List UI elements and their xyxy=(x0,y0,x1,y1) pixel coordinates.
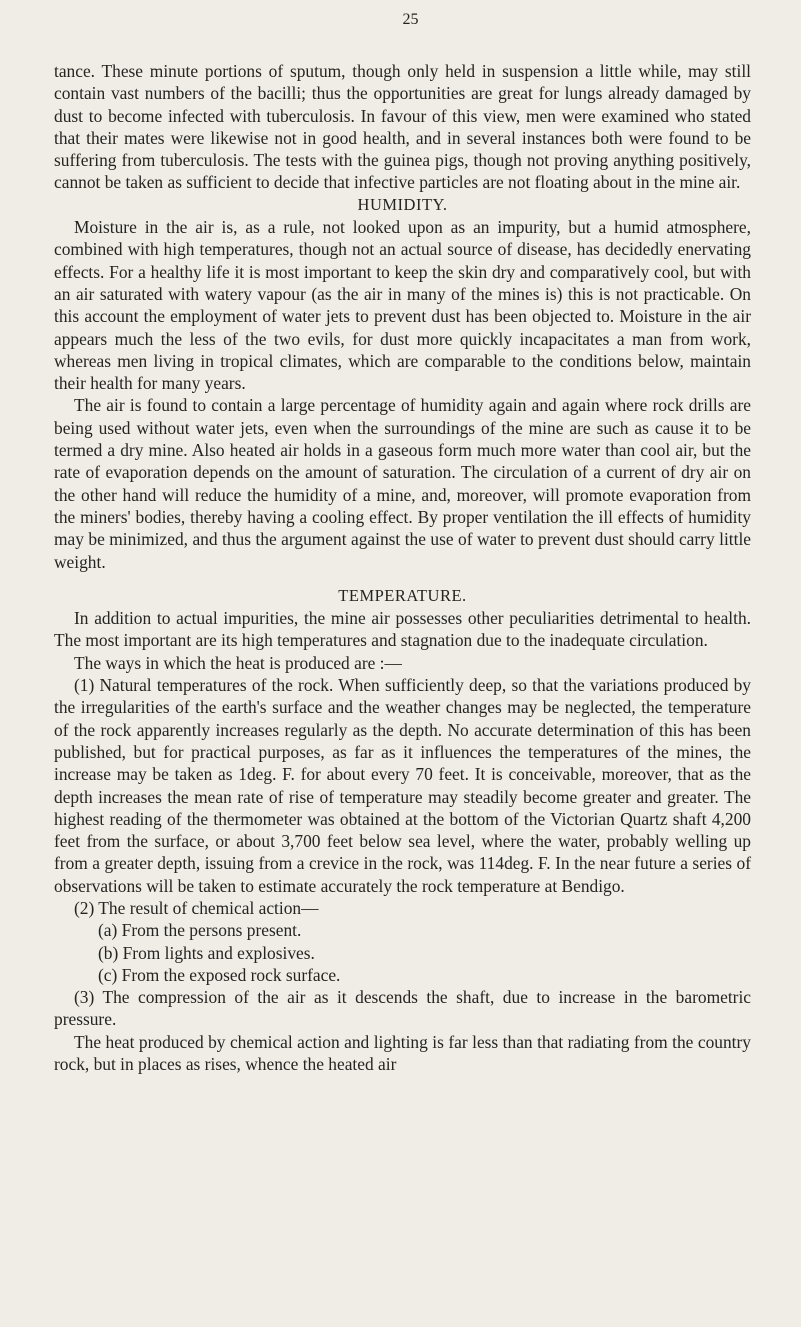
list-item-a: (a) From the persons present. xyxy=(98,920,302,941)
list-item-c: (c) From the exposed rock surface. xyxy=(98,964,341,985)
paragraph-temperature-6: The heat produced by chemical action and lighting is far less than that radiating from the country rock, but in places as rises, whence the heated air xyxy=(54,1031,751,1075)
paragraph-intro: tance. These minute portions of sputum, though only held in suspension a little while, may still contain vast numbers of the bacilli; thus the opportunities are great for lungs already damaged by dust to become infected with tuberculosis. In favour of this view, men were examined who stated that their mates were likewise not in good health, and in several instances both were found to be suffering from tuberculosis. The tests with the guinea pigs, though not proving anything positively, cannot be taken as sufficient to decide that infective particles are not floating about in the mine air. xyxy=(54,61,751,193)
paragraph-temperature-4: (2) The result of chemical action— xyxy=(74,897,319,918)
paragraph-humidity-2: The air is found to contain a large percentage of humidity again and again where rock drills are being used without water jets, even when the surroundings of the mine are such as cause it to be termed a dry mine. Also heated air holds in a gaseous form much more water than cool air, but the rate of evaporation depends on the amount of saturation. The circulation of a current of dry air on the other hand will reduce the humidity of a mine, and, moreover, will promote evaporation from the miners' bodies, thereby having a cooling effect. By proper ventilation the ill effects of humidity may be minimized, and thus the argument against the use of water to prevent dust should carry little weight. xyxy=(54,395,751,572)
paragraph-humidity-1: Moisture in the air is, as a rule, not looked upon as an impurity, but a humid atmosphere, combined with high temperatures, though not an actual source of disease, has decidedly enervating effects. For a healthy life it is most important to keep the skin dry and comparatively cool, but with an air saturated with watery vapour (as the air in many of the mines is) this is not practicable. On this account the employment of water jets to prevent dust has been objected to. Moisture in the air appears much the less of the two evils, for dust more quickly incapacitates a man from work, whereas men living in tropical climates, which are comparable to the conditions below, maintain their health for many years. xyxy=(54,217,751,394)
heading-temperature: TEMPERATURE. xyxy=(338,585,467,605)
page-number: 25 xyxy=(402,11,419,28)
paragraph-temperature-3: (1) Natural temperatures of the rock. When sufficiently deep, so that the variations produced by the irregularities of the earth's surface and the weather changes may be neglected, the temperature of the rock apparently increases regularly as the depth. No accurate determination of this has been published, but for practical purposes, as far as it influences the temperatures of the mines, the increase may be taken as 1deg. F. for about every 70 feet. It is conceivable, moreover, that as the depth increases the mean rate of rise of temperature may steadily become greater and greater. The highest reading of the thermometer was obtained at the bottom of the Victorian Quartz shaft 4,200 feet from the surface, or about 3,700 feet below sea level, where the water, probably welling up from a greater depth, issuing from a crevice in the rock, was 114deg. F. In the near future a series of observations will be taken to estimate accurately the rock temperature at Bendigo. xyxy=(54,675,751,896)
book-page xyxy=(54,10,751,1075)
paragraph-temperature-1: In addition to actual impurities, the mine air possesses other peculiarities detrimental to health. The most important are its high temperatures and stagnation due to the inadequate circulation. xyxy=(54,608,751,651)
paragraph-temperature-5: (3) The compression of the air as it descends the shaft, due to increase in the barometric pressure. xyxy=(54,987,751,1030)
paragraph-temperature-2: The ways in which the heat is produced are :— xyxy=(74,652,402,673)
list-item-b: (b) From lights and explosives. xyxy=(98,942,315,963)
heading-humidity: HUMIDITY. xyxy=(357,194,448,214)
